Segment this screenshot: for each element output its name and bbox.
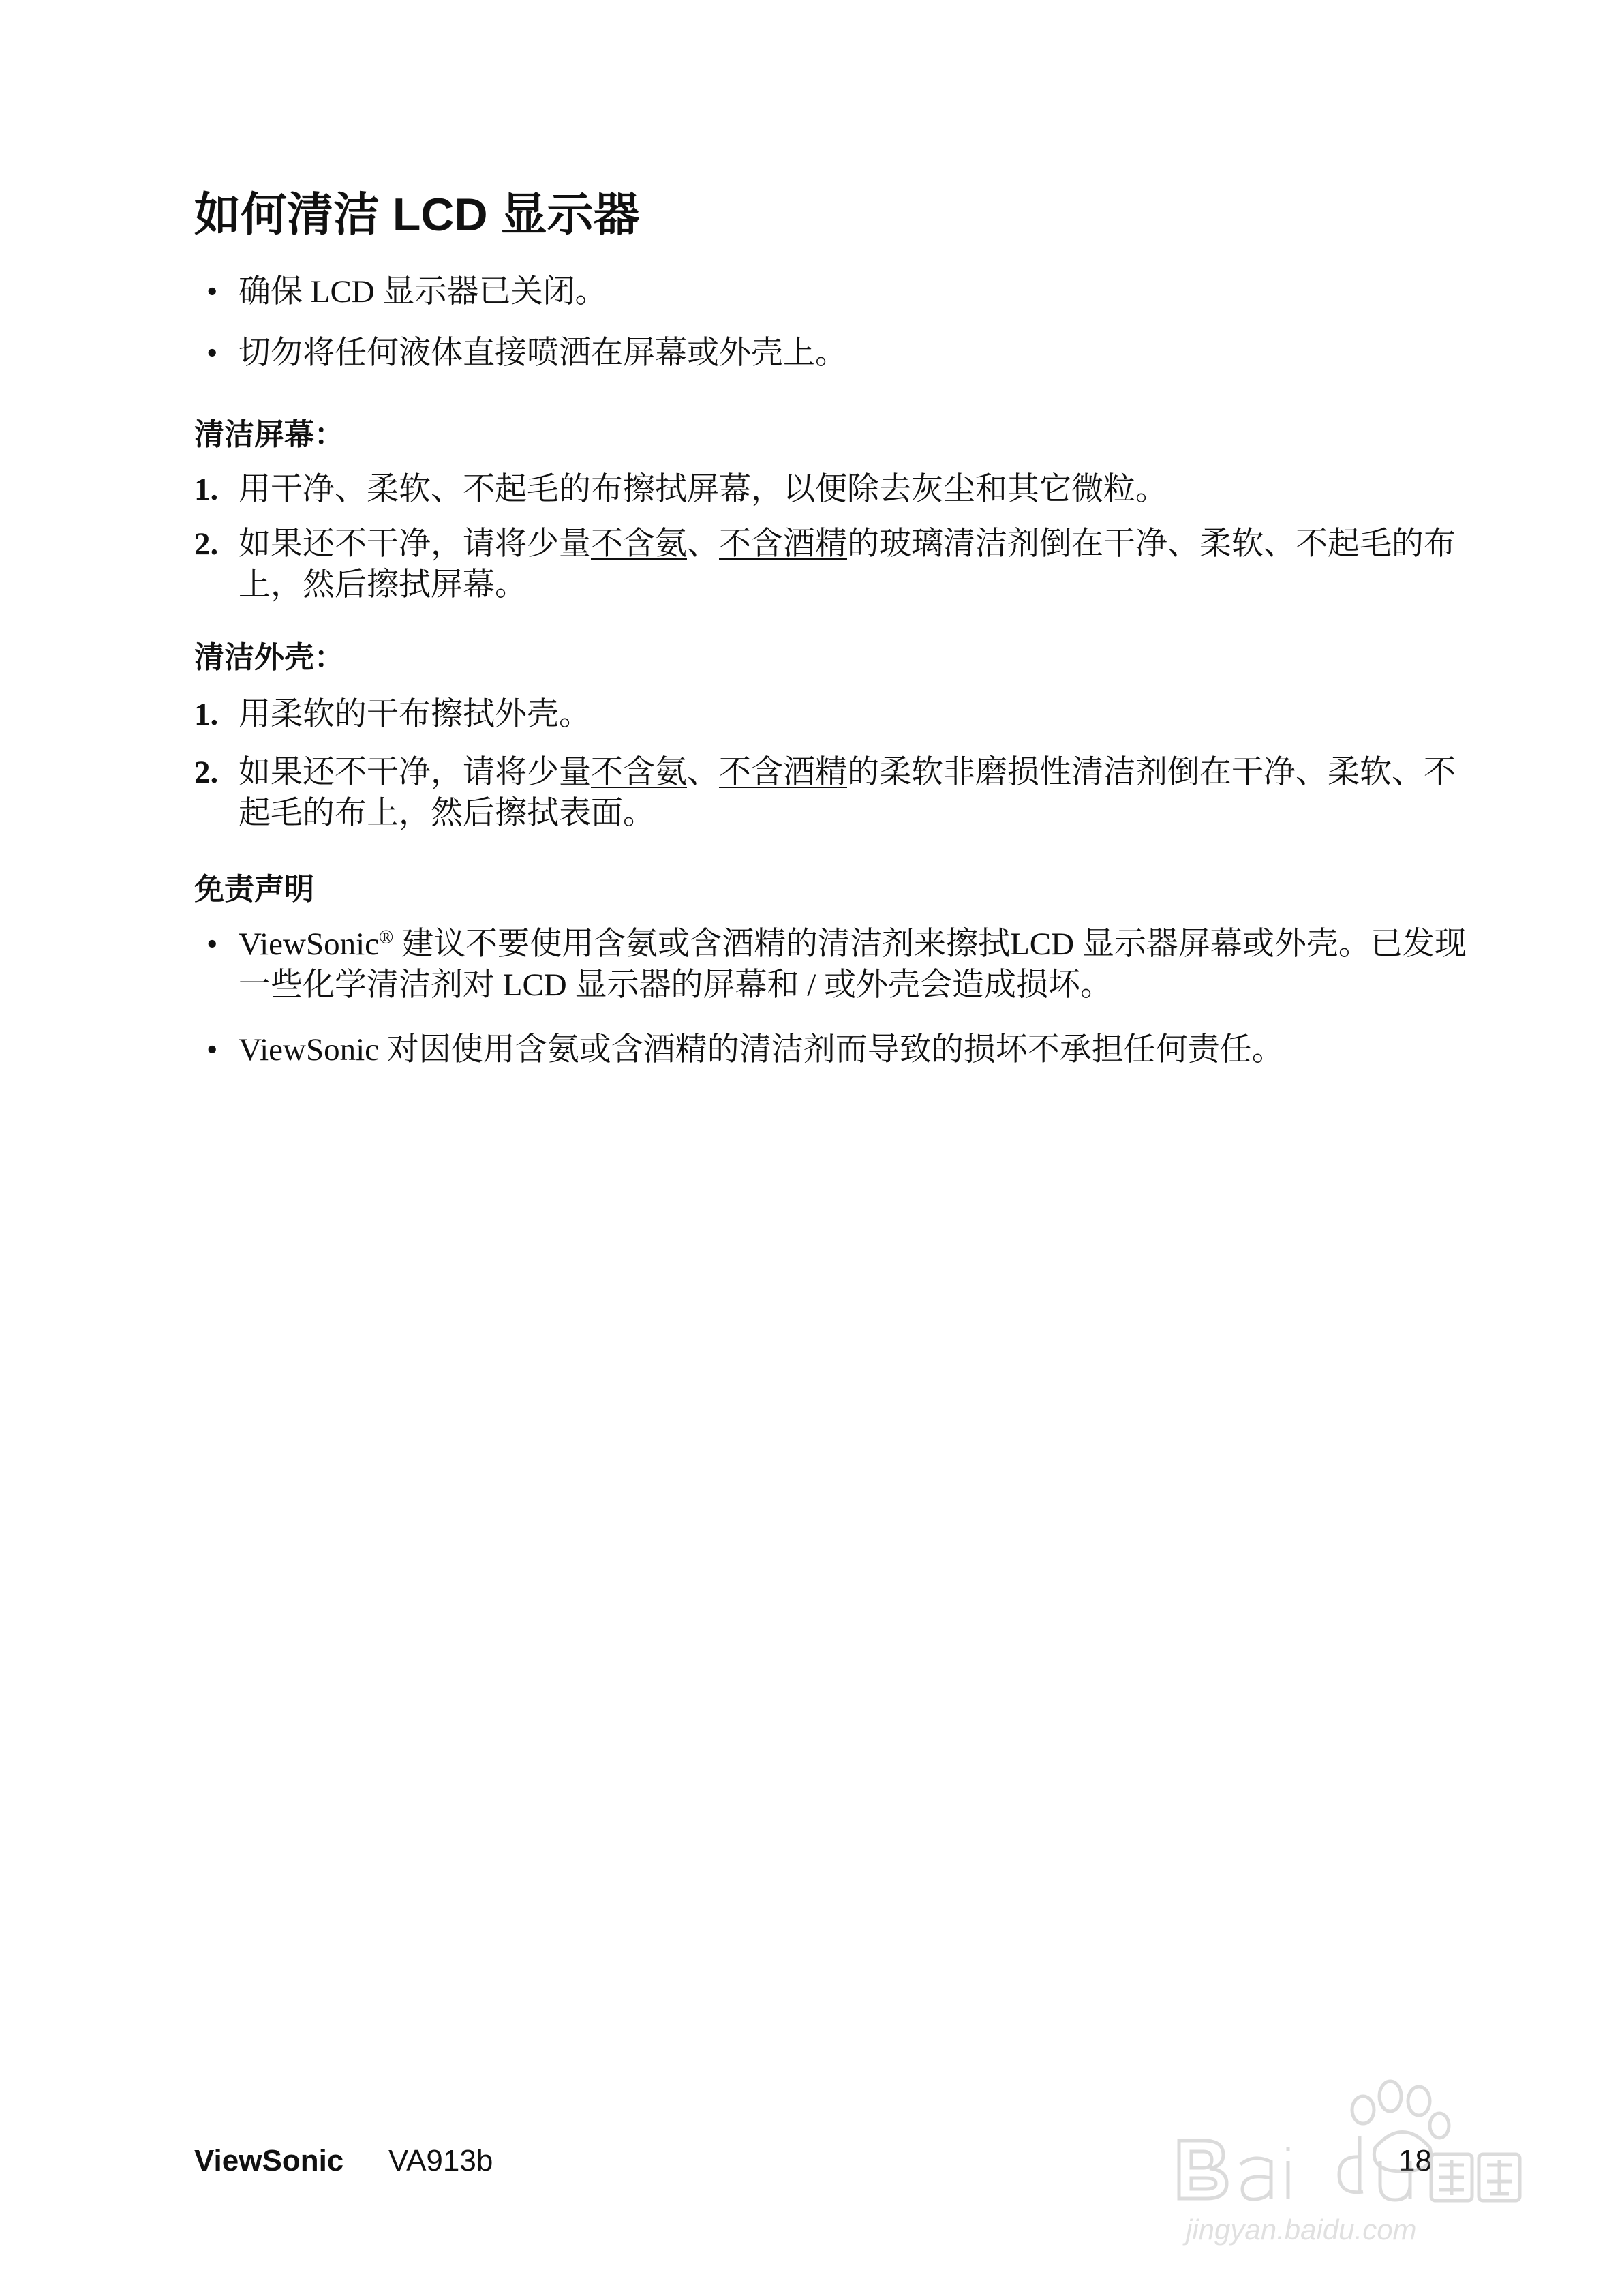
- step-text-post: 的玻璃清洁剂倒在干净、柔软、不起毛的布上，然后擦拭屏幕。: [239, 526, 1456, 603]
- step-number: 1.: [194, 472, 219, 507]
- intro-bullet-text: 切勿将任何液体直接喷洒在屏幕或外壳上。: [239, 335, 847, 371]
- bullet-marker: •: [206, 926, 218, 962]
- step-text-sep: 、: [687, 755, 719, 790]
- underlined-no-alcohol: 不含酒精: [719, 526, 847, 562]
- disclaimer-body: 建议不要使用含氨或含酒精的清洁剂来擦拭LCD 显示器屏幕或外壳。已发现一些化学清洁剂对 LCD 显示器的屏幕和 / 或外壳会造成损坏。: [239, 926, 1467, 1003]
- intro-bullet-2: [194, 333, 1475, 374]
- step-text: [239, 752, 1475, 834]
- baidu-jingyan-watermark-logo: [1159, 2045, 1540, 2250]
- disclaimer-text: [239, 924, 1475, 1006]
- svg-text:jingyan.baidu.com: jingyan.baidu.com: [1186, 2214, 1417, 2246]
- footer-model: VA913b: [388, 2144, 493, 2177]
- step-text-pre: 如果还不干净，请将少量: [239, 755, 591, 790]
- case-section-heading: 清洁外壳：: [194, 641, 344, 674]
- brand-name: ViewSonic: [239, 926, 380, 962]
- step-text-post: 的柔软非磨损性清洁剂倒在干净、柔软、不起毛的布上，然后擦拭表面。: [239, 755, 1456, 831]
- disclaimer-bullet-2: [194, 1029, 1475, 1070]
- intro-bullet-1: [194, 271, 1475, 312]
- page-number: 18: [1398, 2144, 1432, 2177]
- footer-brand: ViewSonic: [194, 2144, 344, 2177]
- step-number: 2.: [194, 526, 219, 562]
- screen-section-heading: 清洁屏幕：: [194, 418, 344, 451]
- step-number: 2.: [194, 755, 219, 790]
- step-number: 1.: [194, 697, 219, 732]
- page-title: 如何清洁 LCD 显示器: [194, 189, 640, 241]
- screen-step-1: [194, 469, 1475, 510]
- bullet-marker: •: [206, 274, 218, 309]
- bullet-marker: •: [206, 335, 218, 371]
- step-text-pre: 如果还不干净，请将少量: [239, 526, 591, 562]
- step-text-sep: 、: [687, 526, 719, 562]
- case-step-2: [194, 752, 1475, 834]
- screen-step-2: [194, 524, 1475, 605]
- underlined-no-alcohol: 不含酒精: [719, 755, 847, 790]
- intro-bullet-text: 确保 LCD 显示器已关闭。: [239, 274, 607, 309]
- bullet-marker: •: [206, 1032, 218, 1068]
- step-text: 用干净、柔软、不起毛的布擦拭屏幕，以便除去灰尘和其它微粒。: [239, 472, 1167, 507]
- disclaimer-text: ViewSonic 对因使用含氨或含酒精的清洁剂而导致的损坏不承担任何责任。: [239, 1032, 1284, 1068]
- case-step-1: [194, 694, 1475, 735]
- disclaimer-bullet-1: [194, 924, 1475, 1006]
- disclaimer-section-heading: 免责声明: [194, 873, 314, 906]
- step-text: 用柔软的干布擦拭外壳。: [239, 697, 591, 732]
- underlined-no-ammonia: 不含氨: [591, 755, 687, 790]
- underlined-no-ammonia: 不含氨: [591, 526, 687, 562]
- step-text: [239, 524, 1475, 605]
- registered-mark: ®: [379, 926, 394, 948]
